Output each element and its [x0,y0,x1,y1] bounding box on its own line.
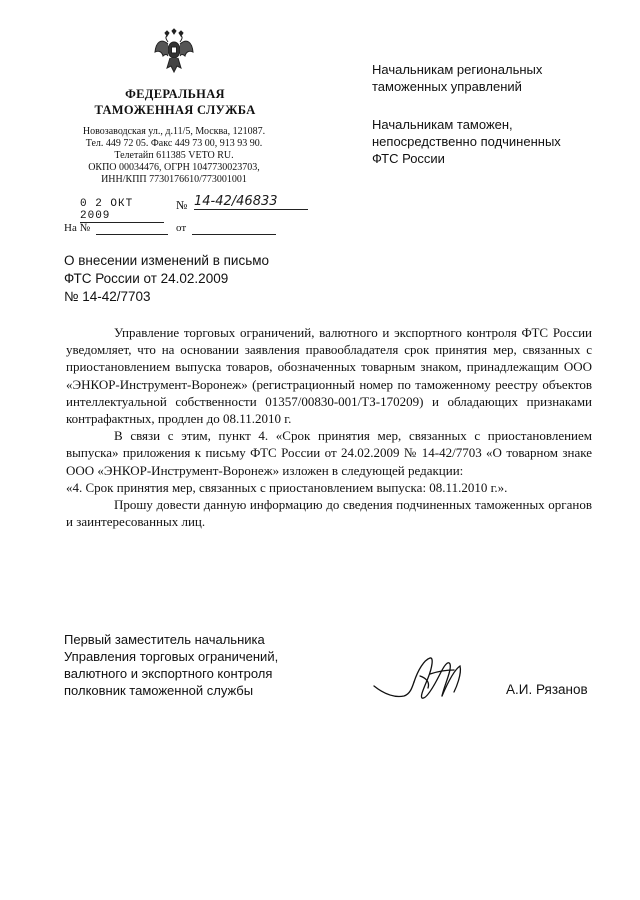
addressee-line-5: ФТС России [372,151,445,166]
position-line-3: валютного и экспортного контроля [64,666,273,681]
body-paragraph-3: «4. Срок принятия мер, связанных с приостановлением выпуска: 08.11.2010 г.». [66,479,508,495]
signatory-position [64,631,278,699]
body-paragraph-2: В связи с этим, пункт 4. «Срок принятия мер, связанных с приостановлением выпуска» приложения к письму ФТС России от 24.02.2009 № 14-42/7703 «О товарном знаке ООО «ЭНКОР-Инструмент-Воронеж» изложен в следующей редакции: [66,428,592,478]
addressee-line-4: непосредственно подчиненных [372,134,561,149]
org-inn-kpp: ИНН/КПП 7730176610/773001001 [101,174,247,185]
addressee-line-1: Начальникам региональных [372,62,543,77]
reference-date-label: от [176,222,187,234]
reference-number-blank [96,234,168,235]
org-teletype: Телетайп 611385 VETO RU. [114,150,234,161]
handwritten-signature [370,652,480,708]
org-address: Новозаводская ул., д.11/5, Москва, 121087. [82,126,266,137]
addressee-line-3: Начальникам таможен, [372,117,513,132]
body-paragraph-4: Прошу довести данную информацию до сведения подчиненных таможенных органов и заинтересованных лиц. [66,497,592,530]
state-emblem-icon [153,28,195,74]
addressee-line-2: таможенных управлений [372,79,522,94]
org-phones: Тел. 449 72 05. Факс 449 73 00, 913 93 90. [85,138,263,149]
letter-body [66,324,592,530]
registration-date: 0 2 ОКТ 2009 [80,198,164,223]
org-okpo-ogrn: ОКПО 00034476, ОГРН 1047730023703, [88,162,260,173]
position-line-1: Первый заместитель начальника [64,632,265,647]
signer-name: А.И. Рязанов [506,682,588,697]
reference-number-label: На № [64,222,91,234]
position-line-4: полковник таможенной службы [64,683,254,698]
organization-name [70,86,280,118]
subject-line-2: ФТС России от 24.02.2009 [64,271,229,286]
number-sign: № [176,198,188,212]
reference-date-blank [192,234,276,235]
org-name-line-2: ТАМОЖЕННАЯ СЛУЖБА [94,103,256,117]
position-line-2: Управления торговых ограничений, [64,649,279,664]
addressee-customs [372,116,561,167]
registration-number: 14-42/46833 [194,194,308,210]
reference-line [64,222,304,238]
body-paragraph-1: Управление торговых ограничений, валютного и экспортного контроля ФТС России уведомляет, что на основании заявления правообладателя срок принятия мер, связанных с приостановлением выпуска товаров, обозначенных товарным знаком, принадлежащим ООО «ЭНКОР-Инструмент-Воронеж» (регистрационный номер по таможенному реестру объектов интеллектуальной собственности 01357/00830-001/ТЗ-170209) и обладающих признаками контрафактных, продлен до 08.11.2010 г. [66,325,592,427]
org-name-line-1: ФЕДЕРАЛЬНАЯ [125,87,225,101]
subject-line-1: О внесении изменений в письмо [64,253,270,268]
subject-line-3: № 14-42/7703 [64,289,151,304]
letter-subject [64,252,269,306]
addressee-regional [372,61,542,95]
registration-line [64,194,304,222]
letterhead-contacts [60,126,288,186]
